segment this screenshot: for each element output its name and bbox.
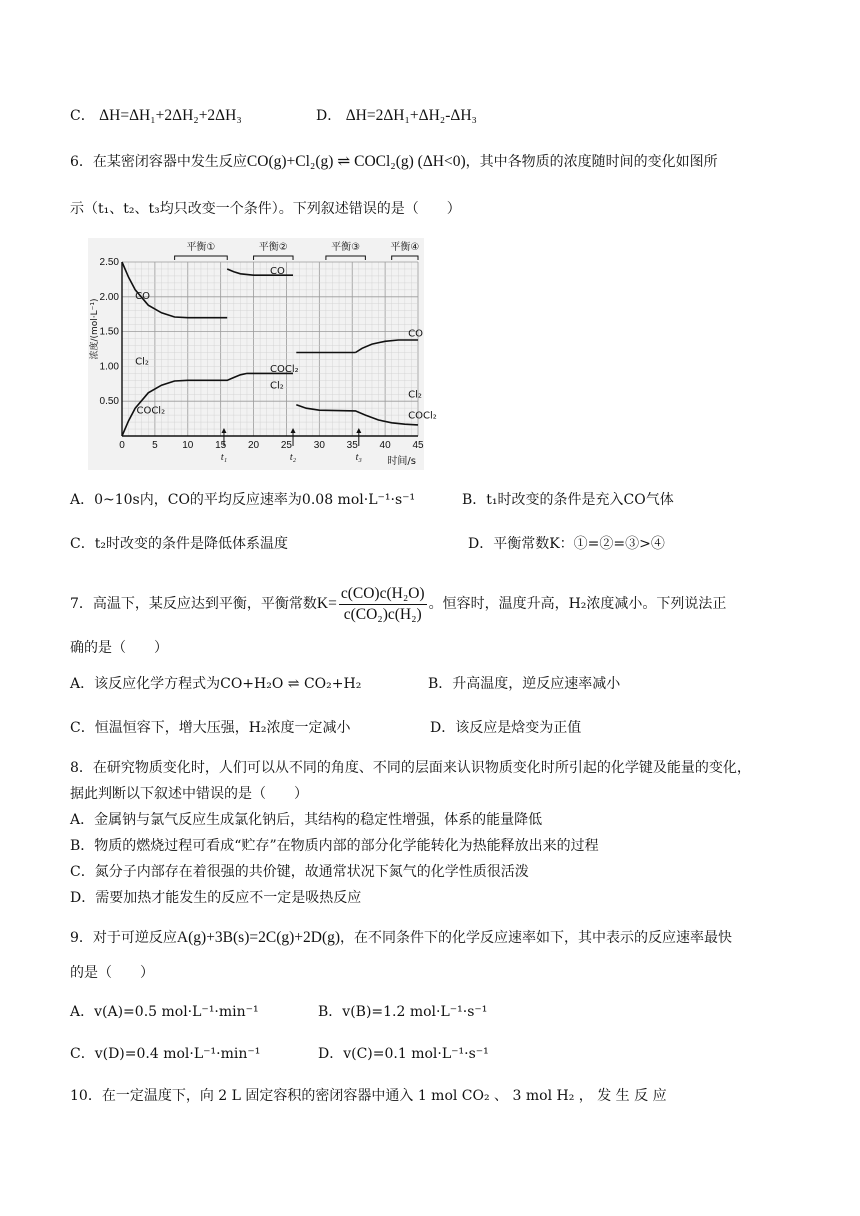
series-label: Cl₂ [408,389,422,401]
q6-equation: CO(g)+Cl₂(g) ⇌ COCl₂(g) (ΔH<0) [246,153,466,170]
marker-label: t₂ [289,452,297,463]
equilibrium-bracket [326,256,365,260]
equilibrium-bracket [392,256,418,260]
marker-arrow-head [221,428,226,433]
series-label: Cl₂ [270,380,284,392]
x-tick-label: 25 [280,440,293,451]
q6-stem-line-1 [70,152,718,172]
x-tick-label: 15 [215,440,227,451]
q7-stem-text: 7．高温下，某反应达到平衡，平衡常数 [70,596,317,612]
q5-option-d [316,106,477,126]
marker-arrow-head [291,428,296,433]
equilibrium-label: 平衡③ [331,242,361,253]
series-label: COCl₂ [270,363,299,375]
q10-stem-line-1: 10．在一定温度下，向 2 L 固定容积的密闭容器中通入 1 mol CO₂ 、 3 mol H₂ ， 发 生 反 应 [70,1088,667,1104]
marker-label: t₁ [220,452,228,463]
q8-option-b: B．物质的燃烧过程可看成“贮存”在物质内部的部分化学能转化为热能释放出来的过程 [70,838,599,854]
q9-stem-line-2: 的是（ ） [70,965,154,981]
q7-stem-line-1 [70,582,726,626]
q7-option-a: A．该反应化学方程式为CO+H₂O ⇌ CO₂+H₂ [70,676,362,692]
q6-option-b: B．t₁时改变的条件是充入CO气体 [462,492,674,508]
x-tick-label: 20 [247,440,260,451]
y-tick-label: 2.00 [99,291,119,303]
series-label: CO [408,328,423,340]
q8-stem-line-2: 据此判断以下叙述中错误的是（ ） [70,786,308,802]
q8-stem-line-1: 8．在研究物质变化时，人们可以从不同的角度、不同的层面来认识物质变化时所引起的化学键及能量的变化， [70,760,751,776]
equilibrium-bracket [254,256,293,260]
q7-option-c: C．恒温恒容下，增大压强，H₂浓度一定减小 [70,720,351,736]
x-tick-label: 40 [379,440,391,451]
series-label: Cl₂ [135,356,149,368]
y-tick-label: 1.00 [99,361,119,373]
q9-equation: A(g)+3B(s)=2C(g)+2D(g) [176,929,341,946]
q9-option-c: C．v(D)=0.4 mol·L⁻¹·min⁻¹ [70,1046,261,1062]
q9-stem-text-cont: ，在不同条件下的化学反应速率如下，其中表示的反应速率最快 [340,930,733,946]
marker-arrow-head [356,428,361,433]
series-label: CO [135,290,151,302]
chart-svg [88,238,437,470]
x-tick-label: 0 [119,440,125,451]
q5-option-c-label: C． [70,108,95,124]
concentration-time-chart [88,238,437,470]
q7-k-fraction [339,585,427,624]
q9-stem-text: 9．对于可逆反应 [70,930,177,946]
marker-label: t₃ [355,452,362,463]
q7-stem-line-2: 确的是（ ） [70,640,168,656]
q5-option-c-text: ΔH=ΔH₁+2ΔH₂+2ΔH₃ [99,107,242,124]
series-label: CO [270,265,285,277]
series-label: COCl₂ [408,410,437,422]
q7-k-lhs: K= [316,595,337,612]
x-tick-label: 5 [152,440,158,451]
equilibrium-label: 平衡① [186,242,216,253]
y-tick-label: 2.50 [99,257,119,268]
equilibrium-label: 平衡② [258,242,288,253]
q9-stem-line-1 [70,928,732,948]
q5-options [70,106,242,126]
q9-option-b: B．v(B)=1.2 mol·L⁻¹·s⁻¹ [318,1004,488,1020]
x-axis-label: 时间/s [387,456,416,467]
q7-option-d: D．该反应是焓变为正值 [430,720,582,736]
y-axis-label: 浓度/(mol·L⁻¹) [90,298,100,360]
q9-option-d: D．v(C)=0.1 mol·L⁻¹·s⁻¹ [318,1046,489,1062]
equilibrium-bracket [175,256,228,260]
q6-option-a: A．0~10s内，CO的平均反应速率为0.08 mol·L⁻¹·s⁻¹ [70,492,416,508]
series-label: COCl₂ [136,405,166,417]
y-tick-label: 0.50 [99,396,119,408]
q6-stem-text: 6．在某密闭容器中发生反应 [70,154,247,170]
q7-k-numerator: c(CO)c(H₂O) [339,585,427,605]
q6-option-d: D．平衡常数K：①=②=③>④ [468,536,665,552]
x-tick-label: 10 [182,440,194,451]
q7-k-denominator: c(CO₂)c(H₂) [343,605,422,623]
x-tick-label: 30 [313,440,325,451]
q5-option-d-label: D． [316,108,342,124]
y-tick-label: 1.50 [99,326,119,338]
q5-option-d-text: ΔH=2ΔH₁+ΔH₂-ΔH₃ [345,107,477,124]
q6-stem-line-2: 示（t₁、t₂、t₃均只改变一个条件）。下列叙述错误的是（ ） [70,201,461,217]
q6-option-c: C．t₂时改变的条件是降低体系温度 [70,536,288,552]
x-tick-label: 45 [412,440,424,451]
x-tick-label: 35 [346,440,358,451]
q8-option-d: D．需要加热才能发生的反应不一定是吸热反应 [70,890,362,906]
q8-option-c: C．氮分子内部存在着很强的共价键，故通常状况下氮气的化学性质很活泼 [70,864,529,880]
q8-option-a: A．金属钠与氯气反应生成氯化钠后，其结构的稳定性增强，体系的能量降低 [70,812,543,828]
q7-stem-text-cont: 。恒容时，温度升高，H₂浓度减小。下列说法正 [428,596,727,612]
q7-option-b: B．升高温度，逆反应速率减小 [428,676,621,692]
q6-stem-text-cont: ，其中各物质的浓度随时间的变化如图所 [465,154,718,170]
q9-option-a: A．v(A)=0.5 mol·L⁻¹·min⁻¹ [70,1004,259,1020]
equilibrium-label: 平衡④ [390,242,420,253]
